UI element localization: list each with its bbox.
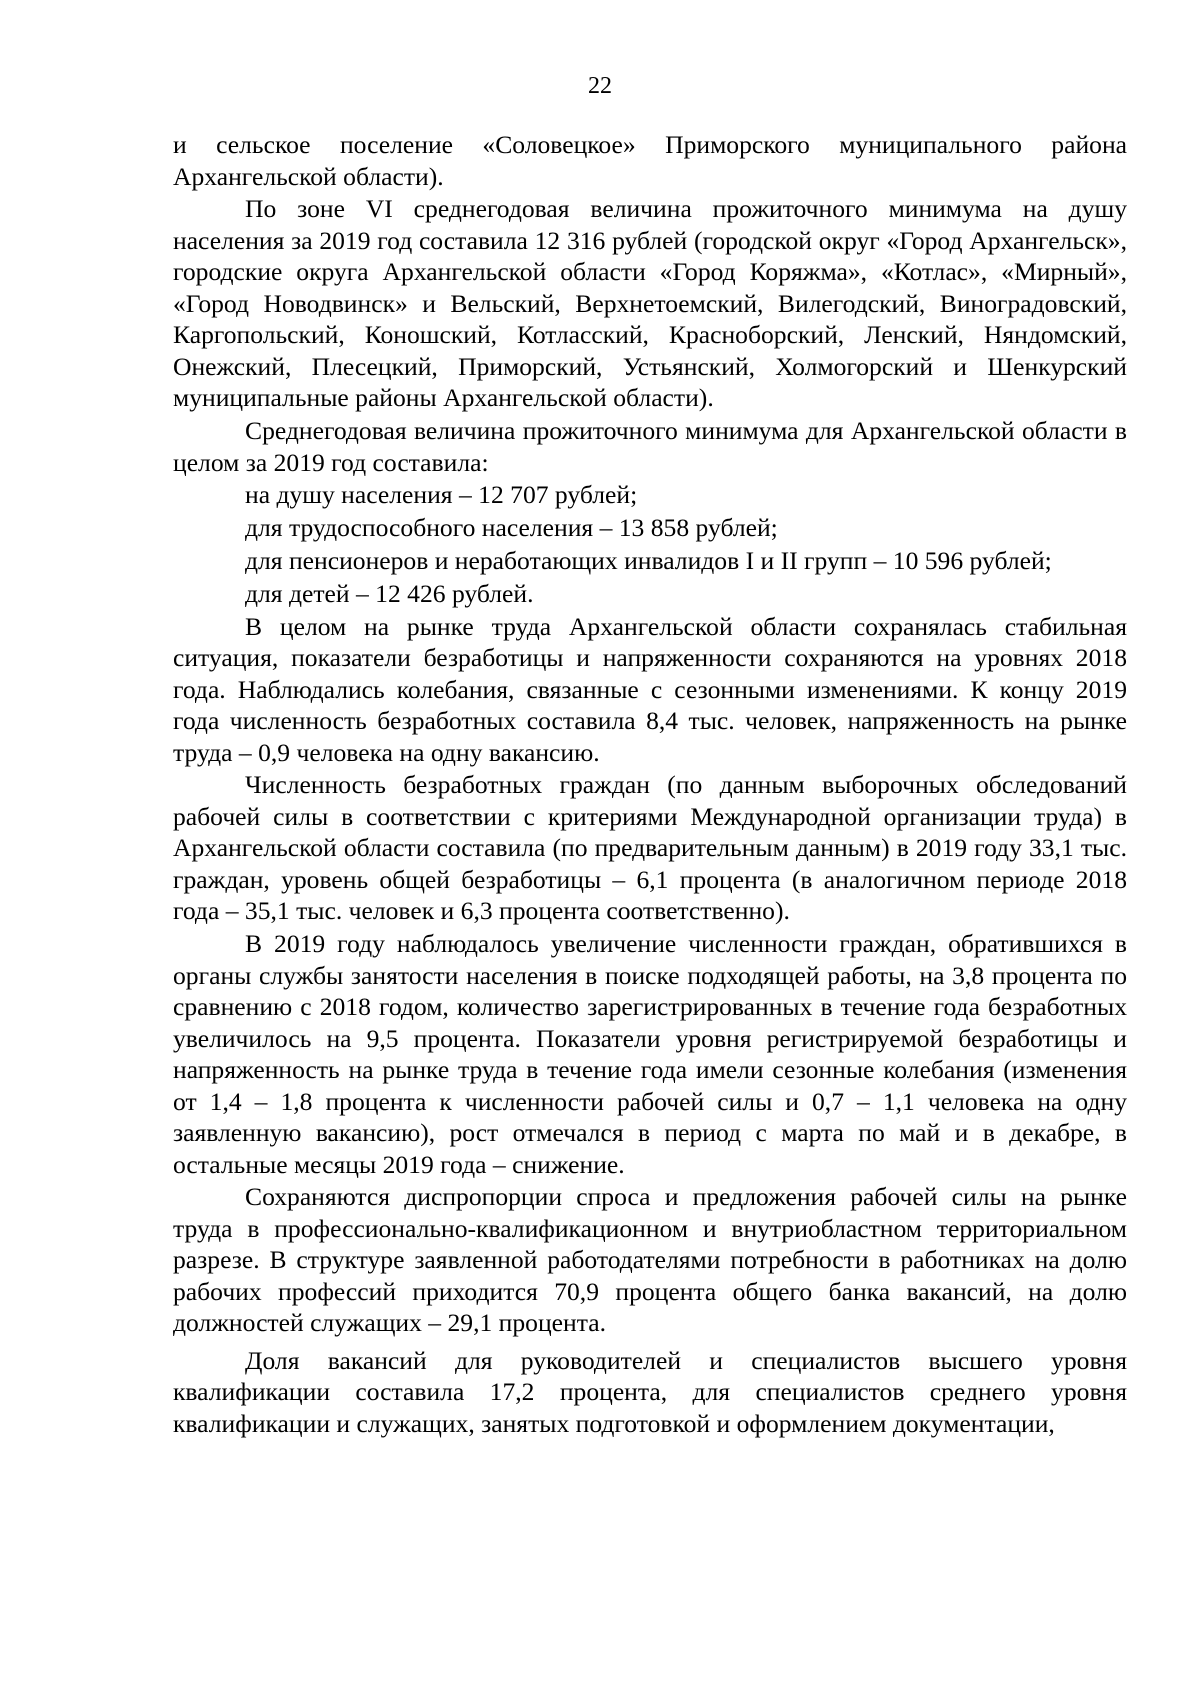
paragraph-labor-market: В целом на рынке труда Архангельской области сохранялась стабильная ситуация, показатели безработицы и напряженности сохраняются на уровнях 2018 года. Наблюдались колебания, связанные с сезонными изменениями. К концу 2019 года численность безработных составила 8,4 тыс. человек, напряженность на рынке труда – 0,9 человека на одну вакансию. [173,611,1127,767]
list-item-per-capita: на душу населения – 12 707 рублей; [245,480,638,510]
list-item-pensioners: для пенсионеров и неработающих инвалидов I и II групп – 10 596 рублей; [245,545,1052,575]
list-item-working-age: для трудоспособного населения – 13 858 рублей; [245,513,778,543]
paragraph-unemployed-count: Численность безработных граждан (по данным выборочных обследований рабочей силы в соответствии с критериями Международной организации труда) в Архангельской области составила (по предварительным данным) в 2019 году 33,1 тыс. граждан, уровень общей безработицы – 6,1 процента (в аналогичном периоде 2018 года – 35,1 тыс. человек и 6,3 процента соответственно). [173,770,1127,926]
list-item-children: для детей – 12 426 рублей. [245,578,534,608]
paragraph-disproportions: Сохраняются диспропорции спроса и предложения рабочей силы на рынке труда в профессионально-квалификационном и внутриобластном территориальном разрезе. В структуре заявленной работодателями потребности в работниках на долю рабочих профессий приходится 70,9 процента общего банка вакансий, на долю должностей служащих – 29,1 процента. [173,1182,1127,1338]
paragraph-average-minimum: Среднегодовая величина прожиточного минимума для Архангельской области в целом за 2019 год составила: [173,416,1127,477]
paragraph-employment-services: В 2019 году наблюдалось увеличение численности граждан, обратившихся в органы службы занятости населения в поиске подходящей работы, на 3,8 процента по сравнению с 2018 годом, количество зарегистрированных в течение года безработных увеличилось на 9,5 процента. Показатели уровня регистрируемой безработицы и напряженность на рынке труда в течение года имели сезонные колебания (изменения от 1,4 – 1,8 процента к численности рабочей силы и 0,7 – 1,1 человека на одну заявленную вакансию), рост отмечался в период с марта по май и в декабре, в остальные месяцы 2019 года – снижение. [173,929,1127,1179]
paragraph-continuation: и сельское поселение «Соловецкое» Приморского муниципального района Архангельской области). [173,130,1127,191]
paragraph-zone-vi: По зоне VI среднегодовая величина прожиточного минимума на душу населения за 2019 год составила 12 316 рублей (городской округ «Город Архангельск», городские округа Архангельской области «Город Коряжма», «Котлас», «Мирный», «Город Новодвинск» и Вельский, Верхнетоемский, Вилегодский, Виноградовский, Каргопольский, Коношский, Котласский, Красноборский, Ленский, Няндомский, Онежский, Плесецкий, Приморский, Устьянский, Холмогорский и Шенкурский муниципальные районы Архангельской области). [173,194,1127,413]
page-number: 22 [588,73,612,99]
paragraph-vacancy-share: Доля вакансий для руководителей и специалистов высшего уровня квалификации составила 17,2 процента, для специалистов среднего уровня квалификации и служащих, занятых подготовкой и оформлением документации, [173,1345,1127,1438]
document-body [173,129,1127,1441]
